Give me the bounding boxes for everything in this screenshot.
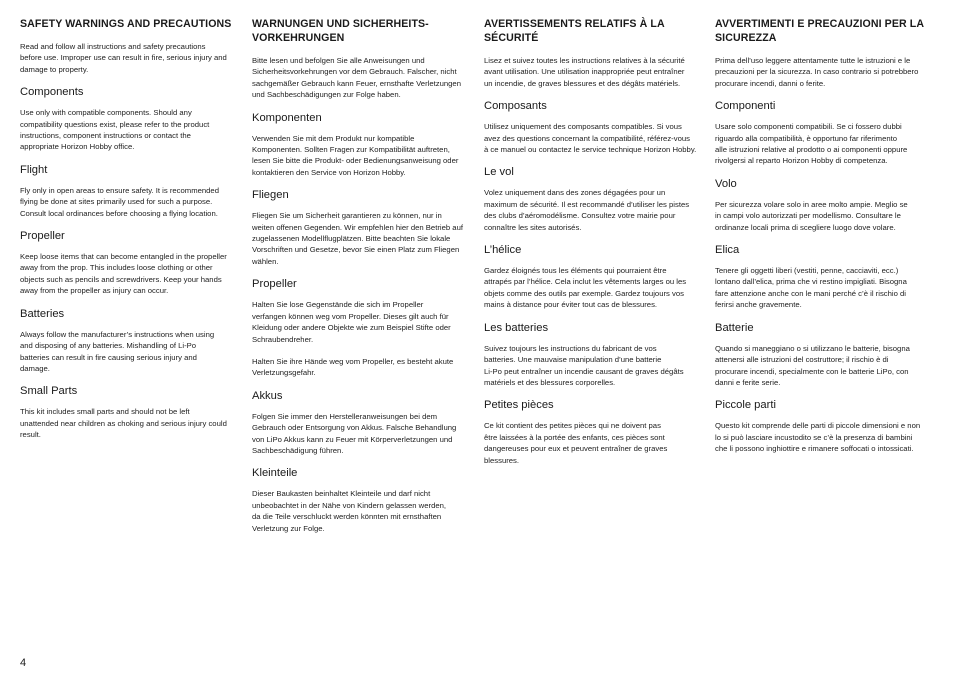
- section-body-batterie: Quando si maneggiano o si utilizzano le batterie, bisogna attenersi alle istruzioni del costruttore; il rischio è di procurare incendi, specialmente con le batterie LiPo, con danni e ferite serie.: [715, 343, 910, 387]
- section-body-petites-pieces: Ce kit contient des petites pièces qui ne doivent pas être laissées à la portée des enfants, ces pièces sont dangereuses pour eux et peuvent entraîner de graves blessures.: [484, 421, 668, 465]
- section-body-composants: Utilisez uniquement des composants compatibles. Si vous avez des questions concernant la compatibilité, référez-vous à ce manuel ou contactez le service technique Horizon Hobby.: [484, 122, 697, 155]
- section-heading-komponenten: Komponenten: [252, 111, 322, 124]
- section-body-propeller: Halten Sie lose Gegenstände die sich im Propeller verfangen können weg vom Propeller. Dieses gilt auch für Kleidung oder andere Objekte wie zum Beispiel Stifte oder Schraubendreher.: [252, 300, 451, 344]
- column-italian: [715, 17, 933, 455]
- section-heading-akkus: Akkus: [252, 389, 283, 402]
- section-heading-fliegen: Fliegen: [252, 189, 289, 202]
- section-body-les-batteries: Suivez toujours les instructions du fabricant de vos batteries. Une mauvaise manipulation d’une batterie Li-Po peut entraîner un incendie causant de graves dégâts matériels et des blessures corporelles.: [484, 343, 684, 387]
- section-heading-flight: Flight: [20, 163, 48, 176]
- section-body-le-vol: Volez uniquement dans des zones dégagées pour un maximum de sécurité. Il est recommandé d’utiliser les pistes des clubs d’aéromodélisme. Consultez votre mairie pour connaître les sites autorisés.: [484, 188, 690, 232]
- section-heading-elica: Elica: [715, 244, 740, 257]
- section-body-piccole-parti: Questo kit comprende delle parti di piccole dimensioni e non lo si può lasciare incustodito se c’è la presenza di bambini che li possono inghiottire e rimanere soffocati o intossicati.: [715, 421, 921, 454]
- section-body-components: Use only with compatible components. Should any compatibility questions exist, please refer to the product instructions, component instructions or contact the appropriate Horizon Hobby office.: [20, 108, 210, 152]
- section-heading-propeller: Propeller: [20, 230, 65, 243]
- section-body-helice: Gardez éloignés tous les éléments qui pourraient être attrapés par l’hélice. Cela inclut les vêtements larges ou les objets comme des outils par exemple. Gardez toujours vos mains à distance pour éviter tout cas de blessures.: [484, 266, 687, 310]
- page-number: 4: [20, 657, 27, 669]
- section-heading-composants: Composants: [484, 100, 547, 113]
- section-body-akkus: Folgen Sie immer den Herstelleranweisungen bei dem Gebrauch oder Entsorgung von Akkus. Falsche Behandlung von LiPo Akkus kann zu Feuer mit Körperverletzungen und Sachbeschädigung führen.: [252, 411, 457, 455]
- column-intro: Bitte lesen und befolgen Sie alle Anweisungen und Sicherheitsvorkehrungen vor dem Gebrauch. Falscher, nicht sachgemäßer Gebrauch kann Feuer, ernsthafte Verletzungen und Sachbeschädigungen zur Folge haben.: [252, 56, 461, 100]
- section-heading-componenti: Componenti: [715, 100, 776, 113]
- column-intro: Read and follow all instructions and safety precautions before use. Improper use can result in fire, serious injury and damage to property.: [20, 42, 227, 74]
- section-heading-kleinteile: Kleinteile: [252, 467, 298, 480]
- section-body-fliegen: Fliegen Sie um Sicherheit garantieren zu können, nur in weiten offenen Gegenden. Wir empfehlen hier den Betrieb auf zugelassenen Modellflugplätzen. Bitte beachten Sie lokale Vorschriften und Gesetze, bevor Sie einen Platz zum Fliegen wählen.: [252, 211, 463, 266]
- section-body-small-parts: This kit includes small parts and should not be left unattended near children as choking and serious injury could result.: [20, 407, 227, 440]
- column-title: WARNUNGEN UND SICHERHEITS- VORKEHRUNGEN: [252, 18, 429, 44]
- column-title: AVERTISSEMENTS RELATIFS À LA SÉCURITÉ: [484, 18, 665, 44]
- column-english: [20, 17, 238, 441]
- section-body-komponenten: Verwenden Sie mit dem Produkt nur kompatible Komponenten. Sollten Fragen zur Kompatibilität auftreten, lesen Sie bitte die Produkt- oder Bedienungsanweisung oder kontaktieren den Service von Horizon Hobby.: [252, 133, 459, 177]
- section-heading-le-vol: Le vol: [484, 166, 514, 179]
- column-intro: Prima dell’uso leggere attentamente tutte le istruzioni e le precauzioni per la sicurezza. In caso contrario si potrebbero procurare incendi, danni o ferite.: [715, 56, 919, 88]
- section-heading-petites-pieces: Petites pièces: [484, 399, 554, 412]
- column-title: AVVERTIMENTI E PRECAUZIONI PER LA SICUREZZA: [715, 18, 925, 44]
- section-heading-propeller: Propeller: [252, 278, 297, 291]
- section-body-flight: Fly only in open areas to ensure safety. It is recommended flying be done at sites primarily used for such a purpose. Consult local ordinances before choosing a flying location.: [20, 185, 219, 218]
- section-heading-batteries: Batteries: [20, 307, 65, 320]
- section-heading-piccole-parti: Piccole parti: [715, 399, 776, 412]
- section-body-componenti: Usare solo componenti compatibili. Se ci fossero dubbi riguardo alla compatibilità, è opportuno far riferimento alle istruzioni relative al prodotto o ai componenti oppure rivolgersi al reparto Horizon Hobby di competenza.: [715, 122, 908, 166]
- section-heading-batterie: Batterie: [715, 321, 754, 334]
- section-body-elica: Tenere gli oggetti liberi (vestiti, penne, cacciaviti, ecc.) lontano dall’elica, prima che vi restino impigliati. Bisogna fare attenzione anche con le mani perché c’è il rischio di ferirsi anche gravemente.: [715, 266, 907, 310]
- section-heading-les-batteries: Les batteries: [484, 321, 549, 334]
- column-french: [484, 17, 702, 466]
- section-heading-helice: L’hélice: [484, 244, 522, 257]
- section-heading-volo: Volo: [715, 177, 737, 190]
- column-german: [252, 17, 470, 534]
- section-body-kleinteile: Dieser Baukasten beinhaltet Kleinteile und darf nicht unbeobachtet in der Nähe von Kindern gelassen werden, da die Teile verschluckt werden könnten mit ernsthaften Verletzung zur Folge.: [252, 489, 447, 533]
- section-heading-components: Components: [20, 86, 84, 99]
- section-body-volo: Per sicurezza volare solo in aree molto ampie. Meglio se in campi volo autorizzati per modellismo. Consultare le ordinanze locali prima di scegliere luogo dove volare.: [715, 199, 908, 232]
- section-body-batteries: Always follow the manufacturer’s instructions when using and disposing of any batteries. Mishandling of Li-Po batteries can result in fire causing serious injury and damage.: [20, 329, 215, 373]
- section-body-propeller: Keep loose items that can become entangled in the propeller away from the prop. This includes loose clothing or other objects such as pencils and screwdrivers. Keep your hands away from the propeller as injury can occur.: [20, 252, 227, 296]
- section-heading-small-parts: Small Parts: [20, 385, 78, 398]
- column-intro: Lisez et suivez toutes les instructions relatives à la sécurité avant utilisation. Une utilisation inappropriée peut entraîner un incendie, de graves blessures et des dégâts matériels.: [484, 56, 685, 88]
- column-title: SAFETY WARNINGS AND PRECAUTIONS: [20, 18, 232, 30]
- section-body-propeller-hands: Halten Sie ihre Hände weg vom Propeller, es besteht akute Verletzungsgefahr.: [252, 356, 454, 378]
